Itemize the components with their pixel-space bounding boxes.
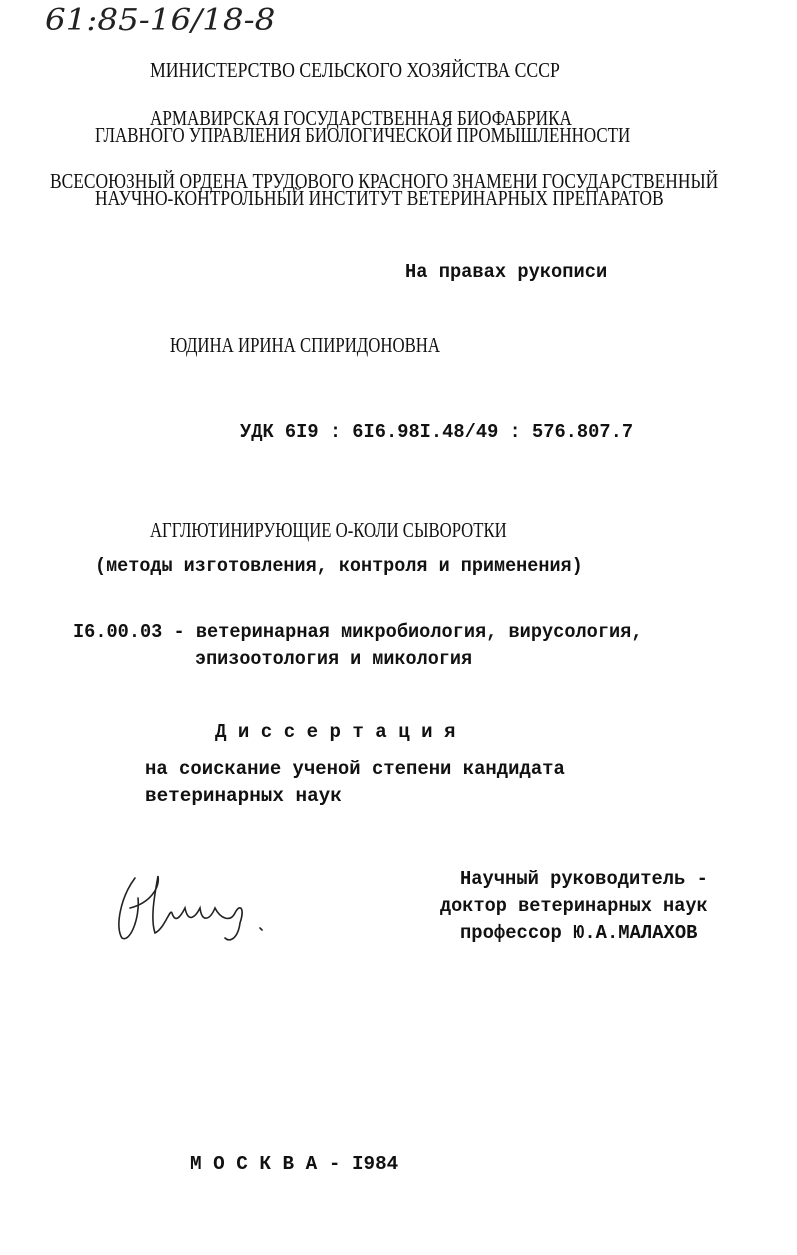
place-and-year: М О С К В А - I984 [190,1153,399,1175]
dissertation-title: АГГЛЮТИНИРУЮЩИЕ О-КОЛИ СЫВОРОТКИ [150,518,507,542]
org1-line2: ГЛАВНОГО УПРАВЛЕНИЯ БИОЛОГИЧЕСКОЙ ПРОМЫШЛЕННОСТИ [95,123,631,147]
ministry-heading: МИНИСТЕРСТВО СЕЛЬСКОГО ХОЗЯЙСТВА СССР [150,58,560,82]
dissertation-subtitle: (методы изготовления, контроля и применения) [95,555,583,577]
handwritten-signature [110,868,280,948]
degree-line1: на соискание ученой степени кандидата [145,758,565,780]
handwritten-catalog-number: 61:85-16/18-8 [45,3,276,38]
document-type: Д и с с е р т а ц и я [215,721,456,743]
supervisor-label: Научный руководитель - [460,868,708,890]
org2-line2: НАУЧНО-КОНТРОЛЬНЫЙ ИНСТИТУТ ВЕТЕРИНАРНЫХ ПРЕПАРАТОВ [95,186,664,210]
supervisor-degree: доктор ветеринарных наук [440,895,708,917]
specialty-line2: эпизоотология и микология [195,648,473,670]
manuscript-note: На правах рукописи [405,261,608,283]
author-name: ЮДИНА ИРИНА СПИРИДОНОВНА [170,333,441,357]
udc-code: УДК 6I9 : 6I6.98I.48/49 : 576.807.7 [240,421,634,443]
degree-line2: ветеринарных наук [145,785,342,807]
org2-line1: ВСЕСОЮЗНЫЙ ОРДЕНА ТРУДОВОГО КРАСНОГО ЗНАМЕНИ ГОСУДАРСТВЕННЫЙ [50,169,719,193]
org1-line1: АРМАВИРСКАЯ ГОСУДАРСТВЕННАЯ БИОФАБРИКА [150,106,572,130]
specialty-line1: I6.00.03 - ветеринарная микробиология, вирусология, [73,621,643,643]
supervisor-name: профессор Ю.А.МАЛАХОВ [460,922,698,944]
